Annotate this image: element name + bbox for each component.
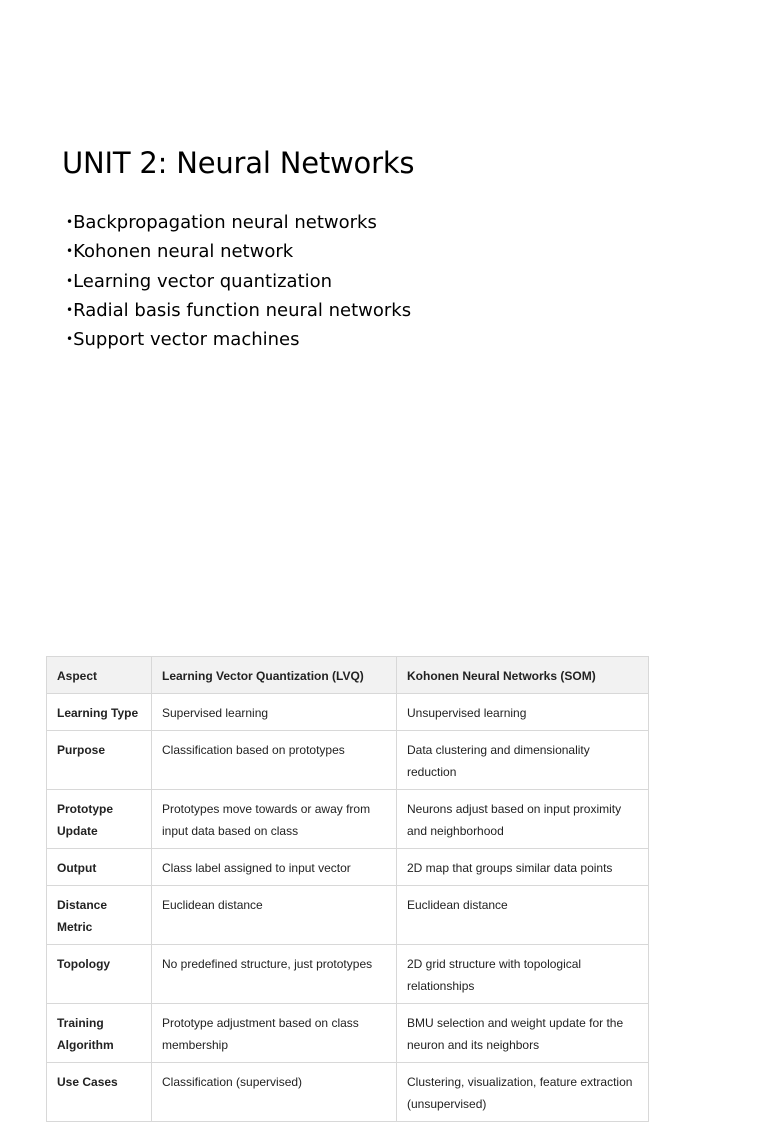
aspect-cell: Topology xyxy=(47,945,152,1004)
list-item-text: Learning vector quantization xyxy=(73,270,333,292)
slide-title: UNIT 2: Neural Networks xyxy=(62,146,415,180)
som-cell: Data clustering and dimensionality reduction xyxy=(397,731,649,790)
list-item xyxy=(66,296,411,325)
aspect-cell: Output xyxy=(47,849,152,886)
list-item xyxy=(66,267,411,296)
lvq-cell: Euclidean distance xyxy=(152,886,397,945)
table-row xyxy=(47,945,649,1004)
som-cell: Neurons adjust based on input proximity and neighborhood xyxy=(397,790,649,849)
header-som: Kohonen Neural Networks (SOM) xyxy=(397,657,649,694)
lvq-cell: Classification based on prototypes xyxy=(152,731,397,790)
som-cell: BMU selection and weight update for the neuron and its neighbors xyxy=(397,1004,649,1063)
som-cell: 2D grid structure with topological relationships xyxy=(397,945,649,1004)
list-item xyxy=(66,208,411,237)
bullet-icon: • xyxy=(66,302,74,317)
lvq-cell: Class label assigned to input vector xyxy=(152,849,397,886)
aspect-cell: Prototype Update xyxy=(47,790,152,849)
list-item xyxy=(66,237,411,266)
table-row xyxy=(47,1063,649,1122)
list-item-text: Backpropagation neural networks xyxy=(73,212,377,233)
list-item-text: Radial basis function neural networks xyxy=(73,299,412,321)
comparison-table-container xyxy=(46,656,648,1122)
lvq-cell: No predefined structure, just prototypes xyxy=(152,945,397,1004)
header-lvq: Learning Vector Quantization (LVQ) xyxy=(152,657,397,694)
som-cell: Unsupervised learning xyxy=(397,694,649,731)
aspect-cell: Training Algorithm xyxy=(47,1004,152,1063)
list-item-text: Kohonen neural network xyxy=(73,241,294,263)
bullet-icon: • xyxy=(66,332,74,347)
aspect-cell: Learning Type xyxy=(47,694,152,731)
comparison-table xyxy=(46,656,649,1122)
lvq-cell: Prototype adjustment based on class membership xyxy=(152,1004,397,1063)
lvq-cell: Prototypes move towards or away from input data based on class xyxy=(152,790,397,849)
lvq-cell: Supervised learning xyxy=(152,694,397,731)
aspect-cell: Distance Metric xyxy=(47,886,152,945)
table-row xyxy=(47,694,649,731)
table-row xyxy=(47,1004,649,1063)
table-header-row xyxy=(47,657,649,694)
som-cell: 2D map that groups similar data points xyxy=(397,849,649,886)
aspect-cell: Use Cases xyxy=(47,1063,152,1122)
table-row xyxy=(47,790,649,849)
bullet-icon: • xyxy=(66,244,74,259)
bullet-icon: • xyxy=(66,215,74,229)
som-cell: Clustering, visualization, feature extraction (unsupervised) xyxy=(397,1063,649,1122)
topic-list xyxy=(66,208,411,354)
bullet-icon: • xyxy=(66,273,74,288)
som-cell: Euclidean distance xyxy=(397,886,649,945)
list-item-text: Support vector machines xyxy=(73,329,300,351)
aspect-cell: Purpose xyxy=(47,731,152,790)
header-aspect: Aspect xyxy=(47,657,152,694)
lvq-cell: Classification (supervised) xyxy=(152,1063,397,1122)
table-row xyxy=(47,731,649,790)
table-row xyxy=(47,886,649,945)
list-item xyxy=(66,325,411,354)
table-row xyxy=(47,849,649,886)
